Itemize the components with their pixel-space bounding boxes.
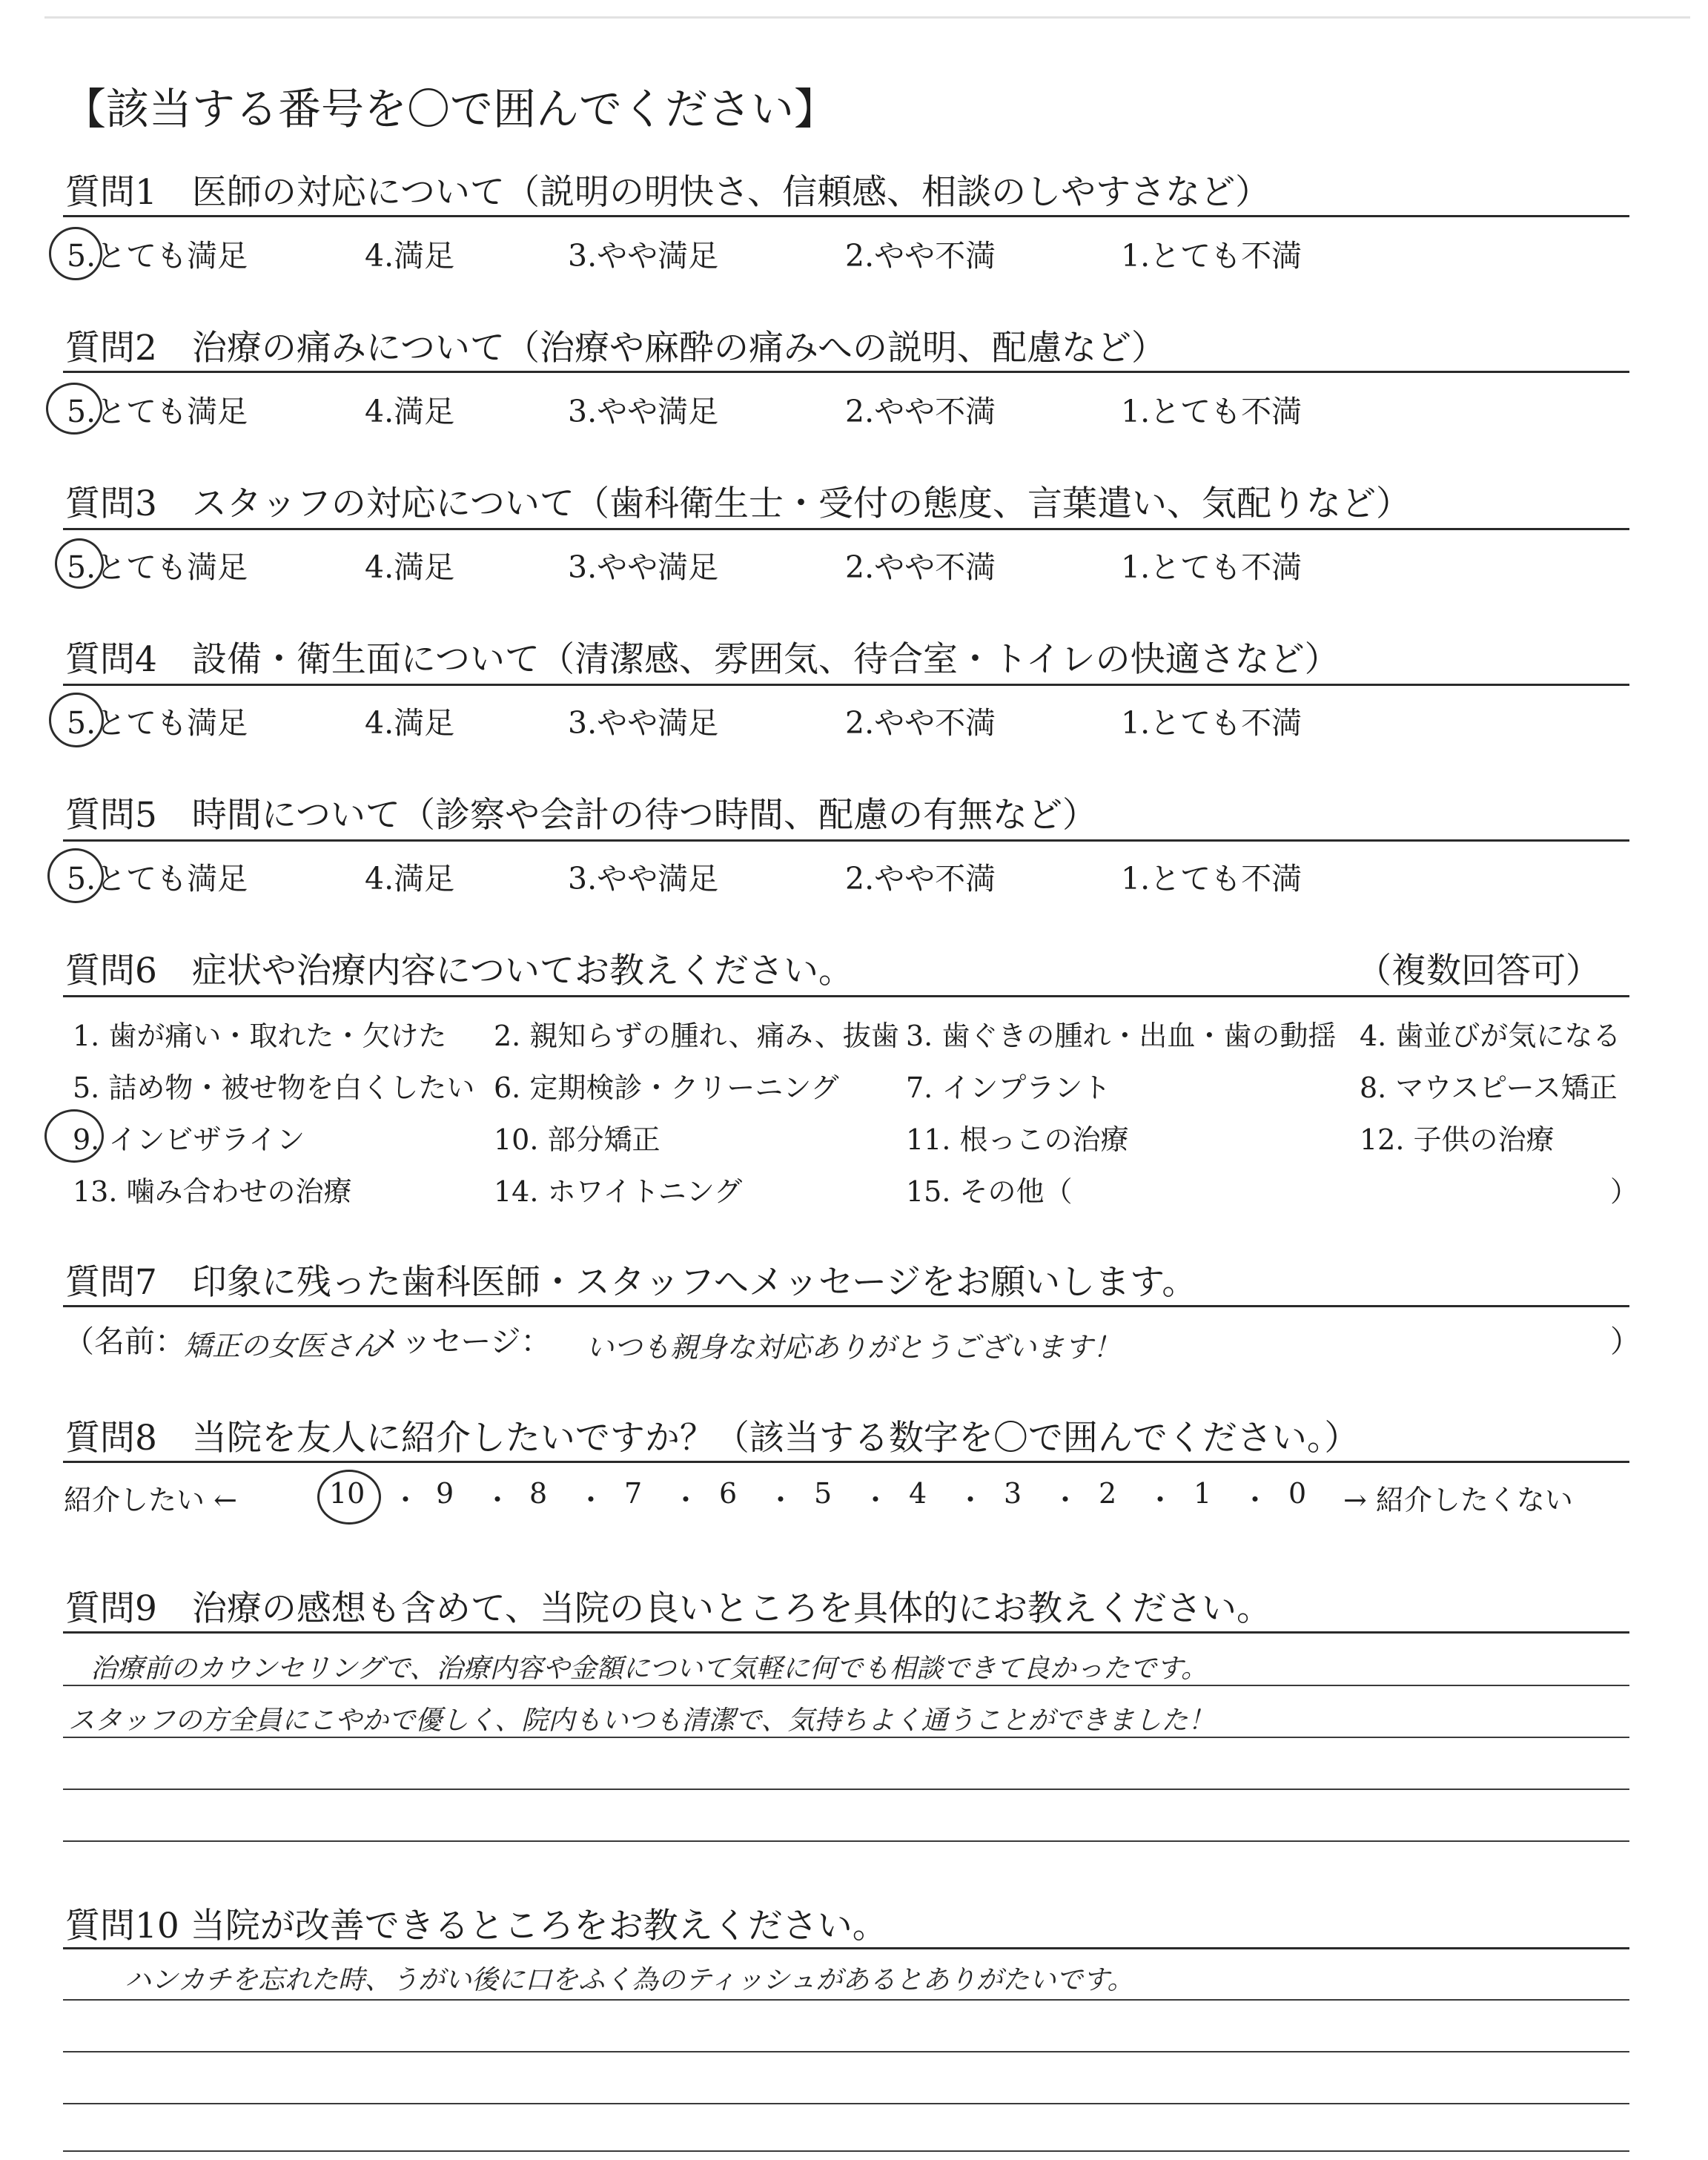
option-1[interactable]: 1.とても不満 bbox=[1121, 705, 1302, 741]
question-10-title: 質問10 当院が改善できるところをお教えください。 bbox=[65, 1906, 887, 1946]
option-5[interactable]: 5.とても満足 bbox=[67, 394, 248, 429]
symptom-item[interactable]: 15. その他（ bbox=[906, 1175, 1073, 1208]
answer-circle-q5 bbox=[47, 848, 104, 903]
option-3[interactable]: 3.やや満足 bbox=[568, 238, 719, 274]
option-3[interactable]: 3.やや満足 bbox=[568, 861, 719, 896]
symptom-item[interactable]: 2. 親知らずの腫れ、痛み、抜歯 bbox=[494, 1020, 899, 1052]
recommend-right-label: → 紹介したくない bbox=[1343, 1484, 1573, 1516]
option-4[interactable]: 4.満足 bbox=[365, 861, 455, 896]
option-3[interactable]: 3.やや満足 bbox=[568, 705, 719, 741]
answer-circle-q2 bbox=[46, 383, 102, 435]
option-2[interactable]: 2.やや不満 bbox=[845, 705, 996, 741]
question-6-rule bbox=[63, 995, 1629, 997]
scale-separator: ・ bbox=[861, 1484, 890, 1516]
answer-line bbox=[63, 1685, 1629, 1686]
question-2-rule bbox=[63, 371, 1629, 373]
symptom-item[interactable]: 14. ホワイトニング bbox=[494, 1175, 743, 1208]
symptom-item[interactable]: 8. マウスピース矯正 bbox=[1360, 1071, 1618, 1104]
answer-line bbox=[63, 2051, 1629, 2052]
symptom-item[interactable]: 4. 歯並びが気になる bbox=[1360, 1020, 1621, 1052]
scale-value-9[interactable]: 9 bbox=[436, 1477, 454, 1510]
answer-line bbox=[63, 1737, 1629, 1738]
answer-line bbox=[63, 1789, 1629, 1790]
option-4[interactable]: 4.満足 bbox=[365, 238, 455, 274]
option-2[interactable]: 2.やや不満 bbox=[845, 861, 996, 896]
symptom-item[interactable]: 3. 歯ぐきの腫れ・出血・歯の動揺 bbox=[906, 1020, 1337, 1052]
option-1[interactable]: 1.とても不満 bbox=[1121, 394, 1302, 429]
question-3-rule bbox=[63, 528, 1629, 530]
symptom-item[interactable]: 6. 定期検診・クリーニング bbox=[494, 1071, 839, 1104]
scale-separator: ・ bbox=[956, 1484, 985, 1516]
scale-separator: ・ bbox=[767, 1484, 795, 1516]
question-3-title: 質問3 スタッフの対応について（歯科衛生士・受付の態度、言葉遣い、気配りなど） bbox=[65, 483, 1411, 524]
question-10-rule bbox=[63, 1947, 1629, 1949]
message-close-paren: ） bbox=[1610, 1324, 1641, 1359]
answer-line bbox=[63, 1840, 1629, 1842]
question-9-rule bbox=[63, 1631, 1629, 1634]
scale-value-1[interactable]: 1 bbox=[1194, 1477, 1212, 1510]
option-3[interactable]: 3.やや満足 bbox=[568, 394, 719, 429]
question-9-title: 質問9 治療の感想も含めて、当院の良いところを具体的にお教えください。 bbox=[65, 1588, 1271, 1629]
option-5[interactable]: 5.とても満足 bbox=[67, 549, 248, 585]
scale-value-0[interactable]: 0 bbox=[1288, 1477, 1307, 1510]
scale-separator: ・ bbox=[672, 1484, 701, 1516]
question-4-rule bbox=[63, 684, 1629, 686]
answer-line bbox=[63, 1999, 1629, 2001]
page-title: 【該当する番号を〇で囲んでください】 bbox=[63, 84, 838, 134]
answer-circle-q1 bbox=[49, 227, 102, 280]
question-5-rule bbox=[63, 839, 1629, 842]
symptom-item[interactable]: 12. 子供の治療 bbox=[1360, 1123, 1555, 1156]
option-2[interactable]: 2.やや不満 bbox=[845, 238, 996, 274]
scale-separator: ・ bbox=[577, 1484, 606, 1516]
good-points-line-2: スタッフの方全員にこやかで優しく、院内もいつも清潔で、気持ちよく通うことができました！ bbox=[68, 1705, 1215, 1736]
question-7-title: 質問7 印象に残った歯科医師・スタッフへメッセージをお願いします。 bbox=[65, 1262, 1197, 1303]
scale-value-7[interactable]: 7 bbox=[624, 1477, 643, 1510]
message-value: いつも親身な対応ありがとうございます！ bbox=[586, 1331, 1122, 1364]
symptom-item[interactable]: 11. 根っこの治療 bbox=[906, 1123, 1129, 1156]
option-4[interactable]: 4.満足 bbox=[365, 705, 455, 741]
question-8-title: 質問8 当院を友人に紹介したいですか？（該当する数字を〇で囲んでください。） bbox=[65, 1418, 1360, 1459]
scale-separator: ・ bbox=[1051, 1484, 1080, 1516]
top-edge-line bbox=[44, 16, 1690, 19]
question-2-title: 質問2 治療の痛みについて（治療や麻酔の痛みへの説明、配慮など） bbox=[65, 328, 1167, 369]
option-4[interactable]: 4.満足 bbox=[365, 549, 455, 585]
symptom-item[interactable]: 13. 噛み合わせの治療 bbox=[73, 1175, 352, 1208]
question-6-title: 質問6 症状や治療内容についてお教えください。 bbox=[65, 951, 853, 991]
name-value: 矯正の女医さん bbox=[184, 1330, 382, 1362]
scale-value-5[interactable]: 5 bbox=[814, 1477, 833, 1510]
scale-separator: ・ bbox=[1241, 1484, 1270, 1516]
question-1-rule bbox=[63, 215, 1629, 217]
option-2[interactable]: 2.やや不満 bbox=[845, 394, 996, 429]
scale-value-8[interactable]: 8 bbox=[529, 1477, 548, 1510]
answer-circle-q8 bbox=[317, 1470, 381, 1525]
other-close-paren: ） bbox=[1610, 1175, 1639, 1208]
answer-circle-q6 bbox=[44, 1109, 104, 1163]
question-6-note: （複数回答可） bbox=[1357, 951, 1601, 991]
scale-value-3[interactable]: 3 bbox=[1004, 1477, 1022, 1510]
symptom-item[interactable]: 5. 詰め物・被せ物を白くしたい bbox=[73, 1071, 475, 1104]
answer-circle-q4 bbox=[49, 693, 104, 747]
scale-value-4[interactable]: 4 bbox=[909, 1477, 927, 1510]
option-5[interactable]: 5.とても満足 bbox=[67, 238, 248, 274]
option-1[interactable]: 1.とても不満 bbox=[1121, 549, 1302, 585]
option-1[interactable]: 1.とても不満 bbox=[1121, 861, 1302, 896]
recommend-left-label: 紹介したい ← bbox=[64, 1484, 237, 1516]
answer-circle-q3 bbox=[55, 538, 104, 589]
option-5[interactable]: 5.とても満足 bbox=[67, 705, 248, 741]
scale-separator: ・ bbox=[1146, 1484, 1175, 1516]
symptom-item[interactable]: 1. 歯が痛い・取れた・欠けた bbox=[73, 1020, 447, 1052]
question-8-rule bbox=[63, 1461, 1629, 1463]
option-2[interactable]: 2.やや不満 bbox=[845, 549, 996, 585]
symptom-item[interactable]: 7. インプラント bbox=[906, 1071, 1111, 1104]
scale-value-10[interactable]: 10 bbox=[329, 1477, 365, 1510]
scale-value-2[interactable]: 2 bbox=[1099, 1477, 1117, 1510]
scale-value-6[interactable]: 6 bbox=[719, 1477, 738, 1510]
question-4-title: 質問4 設備・衛生面について（清潔感、雰囲気、待合室・トイレの快適さなど） bbox=[65, 639, 1340, 680]
question-1-title: 質問1 医師の対応について（説明の明快さ、信頼感、相談のしやすさなど） bbox=[65, 172, 1271, 213]
option-3[interactable]: 3.やや満足 bbox=[568, 549, 719, 585]
symptom-item[interactable]: 10. 部分矯正 bbox=[494, 1123, 661, 1156]
symptom-item[interactable]: 9. インビザライン bbox=[73, 1123, 305, 1156]
good-points-line-1: 治療前のカウンセリングで、治療内容や金額について気軽に何でも相談できて良かったです。 bbox=[90, 1654, 1208, 1684]
scale-separator: ・ bbox=[391, 1484, 420, 1516]
name-label: （名前： bbox=[64, 1324, 185, 1359]
option-5[interactable]: 5.とても満足 bbox=[67, 861, 248, 896]
option-4[interactable]: 4.満足 bbox=[365, 394, 455, 429]
answer-line bbox=[63, 2150, 1629, 2152]
option-1[interactable]: 1.とても不満 bbox=[1121, 238, 1302, 274]
improvement-line-1: ハンカチを忘れた時、うがい後に口をふく為のティッシュがあるとありがたいです。 bbox=[125, 1965, 1134, 1995]
answer-line bbox=[63, 2103, 1629, 2104]
scale-separator: ・ bbox=[483, 1484, 512, 1516]
question-7-rule bbox=[63, 1305, 1629, 1307]
question-5-title: 質問5 時間について（診察や会計の待つ時間、配慮の有無など） bbox=[65, 795, 1097, 836]
message-label: メッセージ： bbox=[371, 1324, 552, 1359]
